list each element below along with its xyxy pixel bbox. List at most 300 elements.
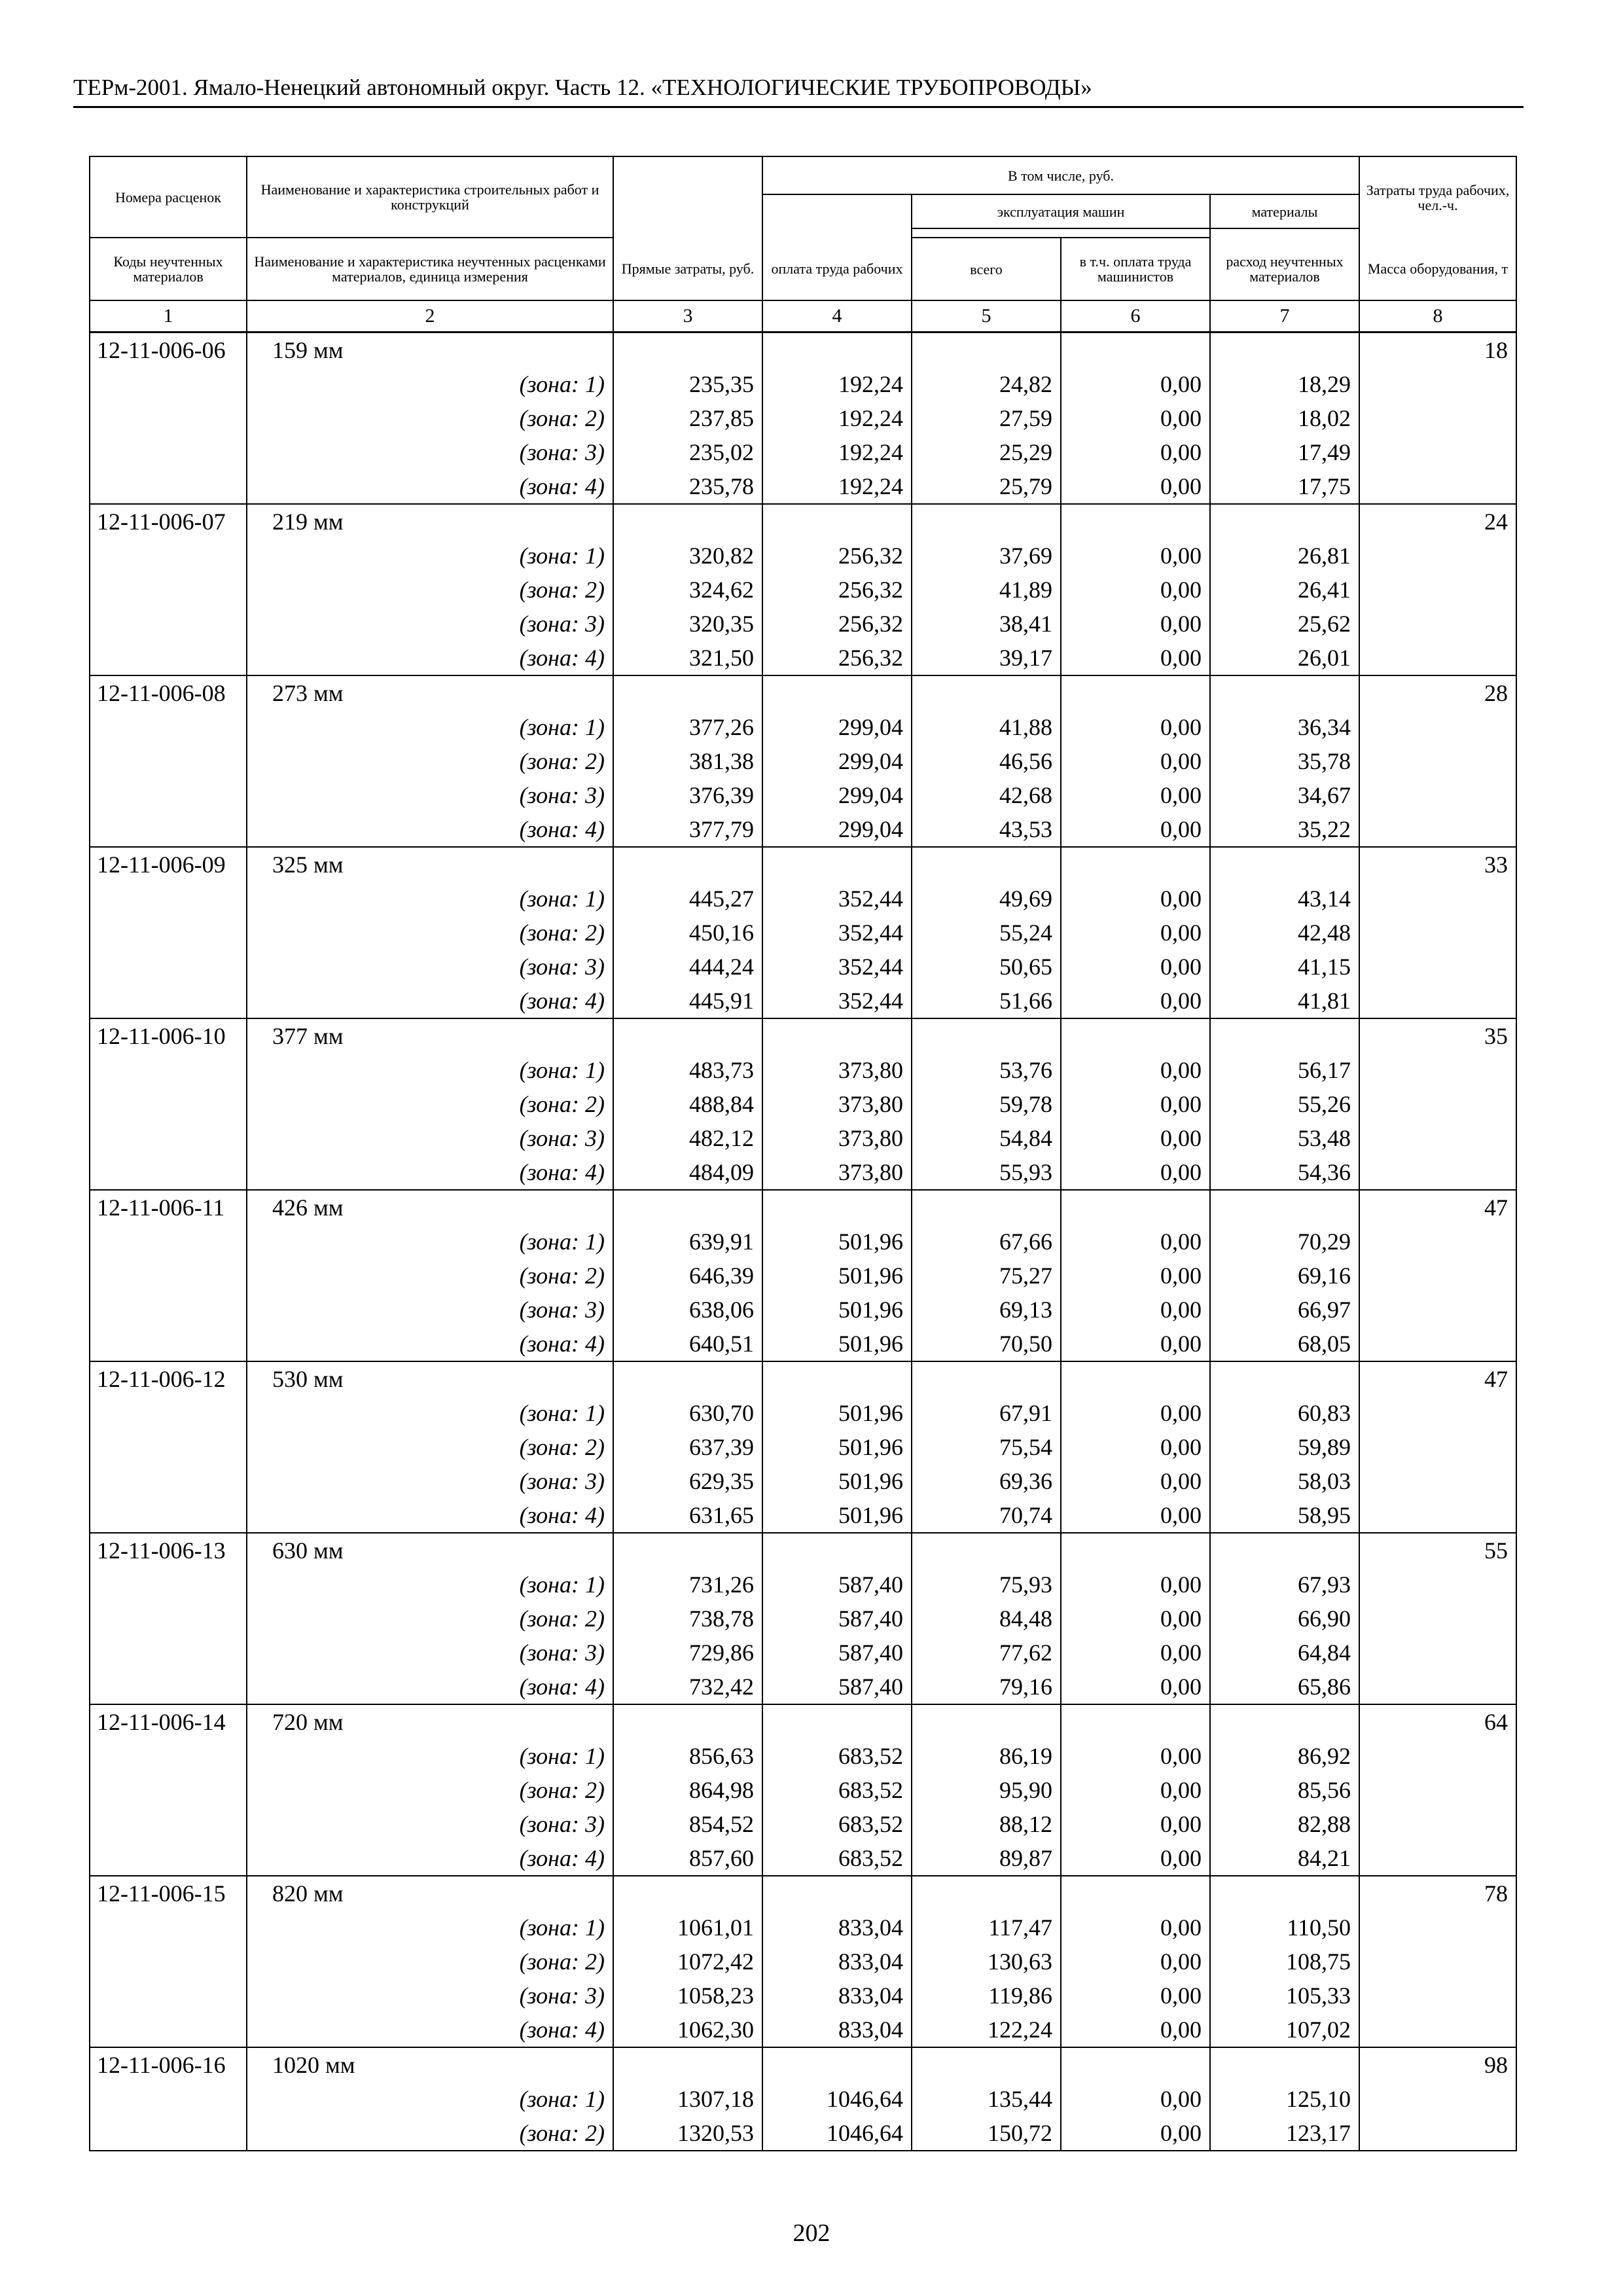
empty-cell <box>90 435 247 469</box>
materials-value: 18,29 <box>1210 367 1359 401</box>
empty-cell <box>1359 2082 1516 2116</box>
materials-value: 125,10 <box>1210 2082 1359 2116</box>
empty-cell <box>1359 1259 1516 1293</box>
materials-value: 108,75 <box>1210 1945 1359 1979</box>
direct-costs-value: 639,91 <box>613 1225 762 1259</box>
operator-wages-value: 0,00 <box>1061 1945 1210 1979</box>
machines-total-value: 70,74 <box>912 1498 1061 1533</box>
materials-value: 17,75 <box>1210 469 1359 504</box>
worker-wages-value: 833,04 <box>762 1910 912 1945</box>
operator-wages-value: 0,00 <box>1061 1568 1210 1602</box>
empty-cell <box>90 710 247 744</box>
worker-wages-value: 501,96 <box>762 1464 912 1498</box>
materials-value: 107,02 <box>1210 2013 1359 2047</box>
materials-value: 85,56 <box>1210 1773 1359 1807</box>
zone-row <box>90 367 1516 401</box>
direct-costs-value: 731,26 <box>613 1568 762 1602</box>
materials-value: 123,17 <box>1210 2116 1359 2151</box>
empty-cell <box>90 1155 247 1190</box>
empty-cell <box>1359 1430 1516 1464</box>
empty-cell <box>613 1361 762 1396</box>
empty-cell <box>613 2047 762 2082</box>
rate-group-header-row <box>90 675 1516 710</box>
empty-cell <box>90 367 247 401</box>
rate-group <box>90 504 1516 675</box>
zone-row <box>90 1225 1516 1259</box>
zone-row <box>90 1568 1516 1602</box>
empty-cell <box>1359 778 1516 812</box>
machines-total-value: 75,27 <box>912 1259 1061 1293</box>
empty-cell <box>90 812 247 847</box>
empty-cell <box>1061 2047 1210 2082</box>
zone-label: (зона: 4) <box>247 1670 613 1704</box>
direct-costs-value: 483,73 <box>613 1053 762 1087</box>
empty-cell <box>90 1910 247 1945</box>
operator-wages-value: 0,00 <box>1061 573 1210 607</box>
rate-code: 12-11-006-12 <box>90 1361 247 1396</box>
worker-wages-value: 373,80 <box>762 1155 912 1190</box>
operator-wages-value: 0,00 <box>1061 1602 1210 1636</box>
zone-label: (зона: 3) <box>247 778 613 812</box>
rate-group-header-row <box>90 1361 1516 1396</box>
rate-group <box>90 675 1516 847</box>
labor-hours: 24 <box>1359 504 1516 539</box>
worker-wages-value: 256,32 <box>762 641 912 675</box>
header-machines-total: всего <box>912 238 1061 300</box>
empty-cell <box>1210 847 1359 882</box>
direct-costs-value: 235,78 <box>613 469 762 504</box>
zone-label: (зона: 2) <box>247 744 613 778</box>
direct-costs-value: 854,52 <box>613 1807 762 1841</box>
machines-total-value: 50,65 <box>912 950 1061 984</box>
direct-costs-value: 637,39 <box>613 1430 762 1464</box>
materials-value: 42,48 <box>1210 916 1359 950</box>
zone-label: (зона: 1) <box>247 1225 613 1259</box>
materials-value: 82,88 <box>1210 1807 1359 1841</box>
rate-group-header-row <box>90 1876 1516 1910</box>
materials-value: 69,16 <box>1210 1259 1359 1293</box>
labor-hours: 55 <box>1359 1533 1516 1568</box>
empty-cell <box>1210 332 1359 368</box>
operator-wages-value: 0,00 <box>1061 916 1210 950</box>
direct-costs-value: 1307,18 <box>613 2082 762 2116</box>
pipe-diameter: 720 мм <box>247 1704 613 1739</box>
empty-cell <box>613 1018 762 1053</box>
zone-row <box>90 1498 1516 1533</box>
zone-label: (зона: 4) <box>247 1841 613 1876</box>
empty-cell <box>1359 1910 1516 1945</box>
zone-label: (зона: 3) <box>247 1293 613 1327</box>
zone-row <box>90 1327 1516 1361</box>
empty-cell <box>1359 641 1516 675</box>
zone-label: (зона: 3) <box>247 1807 613 1841</box>
empty-cell <box>762 504 912 539</box>
zone-row <box>90 1430 1516 1464</box>
empty-cell <box>1359 1979 1516 2013</box>
empty-cell <box>762 1018 912 1053</box>
zone-row <box>90 950 1516 984</box>
direct-costs-value: 320,82 <box>613 539 762 573</box>
zone-row <box>90 1293 1516 1327</box>
materials-value: 43,14 <box>1210 882 1359 916</box>
zone-row <box>90 539 1516 573</box>
header-worker-wages: оплата труда рабочих <box>762 238 912 300</box>
empty-cell <box>762 847 912 882</box>
zone-row <box>90 2013 1516 2047</box>
zone-label: (зона: 4) <box>247 1327 613 1361</box>
empty-cell <box>90 401 247 435</box>
zone-label: (зона: 3) <box>247 1121 613 1155</box>
zone-row <box>90 1053 1516 1087</box>
worker-wages-value: 683,52 <box>762 1739 912 1773</box>
rate-group-header-row <box>90 504 1516 539</box>
machines-total-value: 54,84 <box>912 1121 1061 1155</box>
empty-cell <box>1359 1636 1516 1670</box>
materials-value: 84,21 <box>1210 1841 1359 1876</box>
materials-value: 35,78 <box>1210 744 1359 778</box>
empty-cell <box>1359 882 1516 916</box>
machines-total-value: 38,41 <box>912 607 1061 641</box>
rate-group-header-row <box>90 1018 1516 1053</box>
zone-label: (зона: 1) <box>247 882 613 916</box>
empty-cell <box>90 573 247 607</box>
operator-wages-value: 0,00 <box>1061 1121 1210 1155</box>
operator-wages-value: 0,00 <box>1061 401 1210 435</box>
worker-wages-value: 587,40 <box>762 1636 912 1670</box>
machines-total-value: 55,93 <box>912 1155 1061 1190</box>
empty-cell <box>90 1807 247 1841</box>
zone-row <box>90 1259 1516 1293</box>
operator-wages-value: 0,00 <box>1061 2013 1210 2047</box>
empty-cell <box>613 1190 762 1225</box>
zone-label: (зона: 2) <box>247 2116 613 2151</box>
column-number: 7 <box>1210 300 1359 332</box>
empty-cell <box>912 1533 1061 1568</box>
worker-wages-value: 299,04 <box>762 744 912 778</box>
operator-wages-value: 0,00 <box>1061 641 1210 675</box>
empty-cell <box>90 1773 247 1807</box>
rate-code: 12-11-006-11 <box>90 1190 247 1225</box>
operator-wages-value: 0,00 <box>1061 1910 1210 1945</box>
direct-costs-value: 1062,30 <box>613 2013 762 2047</box>
machines-total-value: 122,24 <box>912 2013 1061 2047</box>
worker-wages-value: 501,96 <box>762 1498 912 1533</box>
materials-value: 18,02 <box>1210 401 1359 435</box>
worker-wages-value: 192,24 <box>762 435 912 469</box>
direct-costs-value: 857,60 <box>613 1841 762 1876</box>
empty-cell <box>90 2082 247 2116</box>
zone-row <box>90 607 1516 641</box>
machines-total-value: 39,17 <box>912 641 1061 675</box>
materials-value: 17,49 <box>1210 435 1359 469</box>
rate-group-header-row <box>90 1533 1516 1568</box>
machines-total-value: 59,78 <box>912 1087 1061 1121</box>
empty-cell <box>90 984 247 1018</box>
rate-group-header-row <box>90 2047 1516 2082</box>
zone-label: (зона: 1) <box>247 1396 613 1430</box>
zone-row <box>90 984 1516 1018</box>
zone-label: (зона: 4) <box>247 1155 613 1190</box>
zone-label: (зона: 1) <box>247 710 613 744</box>
operator-wages-value: 0,00 <box>1061 1841 1210 1876</box>
zone-row <box>90 1807 1516 1841</box>
direct-costs-value: 235,02 <box>613 435 762 469</box>
rate-group <box>90 1018 1516 1190</box>
zone-label: (зона: 4) <box>247 812 613 847</box>
empty-cell <box>1359 607 1516 641</box>
empty-cell <box>90 1841 247 1876</box>
operator-wages-value: 0,00 <box>1061 607 1210 641</box>
zone-row <box>90 1739 1516 1773</box>
machines-total-value: 27,59 <box>912 401 1061 435</box>
worker-wages-value: 501,96 <box>762 1430 912 1464</box>
empty-cell <box>90 882 247 916</box>
machines-total-value: 42,68 <box>912 778 1061 812</box>
empty-cell <box>1061 1361 1210 1396</box>
empty-cell <box>90 641 247 675</box>
zone-row <box>90 1773 1516 1807</box>
operator-wages-value: 0,00 <box>1061 1225 1210 1259</box>
empty-cell <box>912 1018 1061 1053</box>
empty-cell <box>90 1225 247 1259</box>
zone-row <box>90 1841 1516 1876</box>
materials-value: 36,34 <box>1210 710 1359 744</box>
empty-cell <box>90 2013 247 2047</box>
zone-label: (зона: 3) <box>247 435 613 469</box>
operator-wages-value: 0,00 <box>1061 1636 1210 1670</box>
zone-label: (зона: 1) <box>247 2082 613 2116</box>
machines-total-value: 75,93 <box>912 1568 1061 1602</box>
materials-value: 105,33 <box>1210 1979 1359 2013</box>
pipe-diameter: 1020 мм <box>247 2047 613 2082</box>
materials-value: 58,95 <box>1210 1498 1359 1533</box>
zone-label: (зона: 4) <box>247 641 613 675</box>
empty-cell <box>1359 916 1516 950</box>
machines-total-value: 69,13 <box>912 1293 1061 1327</box>
zone-label: (зона: 2) <box>247 916 613 950</box>
materials-value: 34,67 <box>1210 778 1359 812</box>
column-number: 2 <box>247 300 613 332</box>
machines-total-value: 89,87 <box>912 1841 1061 1876</box>
empty-cell <box>1359 984 1516 1018</box>
empty-cell <box>762 675 912 710</box>
zone-row <box>90 1979 1516 2013</box>
machines-total-value: 130,63 <box>912 1945 1061 1979</box>
zone-label: (зона: 2) <box>247 573 613 607</box>
operator-wages-value: 0,00 <box>1061 1327 1210 1361</box>
direct-costs-value: 1061,01 <box>613 1910 762 1945</box>
worker-wages-value: 833,04 <box>762 2013 912 2047</box>
machines-total-value: 43,53 <box>912 812 1061 847</box>
operator-wages-value: 0,00 <box>1061 1396 1210 1430</box>
empty-cell <box>912 504 1061 539</box>
zone-row <box>90 1636 1516 1670</box>
pipe-diameter: 630 мм <box>247 1533 613 1568</box>
machines-total-value: 46,56 <box>912 744 1061 778</box>
column-number: 5 <box>912 300 1061 332</box>
zone-row <box>90 469 1516 504</box>
zone-label: (зона: 3) <box>247 950 613 984</box>
empty-cell <box>90 778 247 812</box>
direct-costs-value: 450,16 <box>613 916 762 950</box>
worker-wages-value: 683,52 <box>762 1807 912 1841</box>
labor-hours: 28 <box>1359 675 1516 710</box>
empty-cell <box>1359 1498 1516 1533</box>
header-materials-consumption: расход неучтенных материалов <box>1210 238 1359 300</box>
direct-costs-value: 444,24 <box>613 950 762 984</box>
machines-total-value: 75,54 <box>912 1430 1061 1464</box>
empty-cell <box>90 1568 247 1602</box>
rate-code: 12-11-006-13 <box>90 1533 247 1568</box>
materials-value: 25,62 <box>1210 607 1359 641</box>
labor-hours: 78 <box>1359 1876 1516 1910</box>
pipe-diameter: 159 мм <box>247 332 613 368</box>
zone-label: (зона: 4) <box>247 469 613 504</box>
pipe-diameter: 426 мм <box>247 1190 613 1225</box>
empty-cell <box>1359 950 1516 984</box>
empty-cell <box>1359 1327 1516 1361</box>
empty-cell <box>762 1361 912 1396</box>
worker-wages-value: 192,24 <box>762 367 912 401</box>
worker-wages-value: 501,96 <box>762 1259 912 1293</box>
materials-value: 54,36 <box>1210 1155 1359 1190</box>
machines-total-value: 84,48 <box>912 1602 1061 1636</box>
zone-row <box>90 916 1516 950</box>
empty-cell <box>613 504 762 539</box>
worker-wages-value: 299,04 <box>762 710 912 744</box>
operator-wages-value: 0,00 <box>1061 1464 1210 1498</box>
operator-wages-value: 0,00 <box>1061 1259 1210 1293</box>
labor-hours: 98 <box>1359 2047 1516 2082</box>
empty-cell <box>1359 1773 1516 1807</box>
worker-wages-value: 683,52 <box>762 1841 912 1876</box>
direct-costs-value: 377,26 <box>613 710 762 744</box>
worker-wages-value: 256,32 <box>762 539 912 573</box>
empty-cell <box>613 1704 762 1739</box>
rate-code: 12-11-006-08 <box>90 675 247 710</box>
empty-cell <box>1359 401 1516 435</box>
empty-cell <box>1210 504 1359 539</box>
column-numbers-row <box>90 300 1516 332</box>
materials-value: 68,05 <box>1210 1327 1359 1361</box>
empty-cell <box>1359 1568 1516 1602</box>
operator-wages-value: 0,00 <box>1061 1053 1210 1087</box>
labor-hours: 35 <box>1359 1018 1516 1053</box>
machines-total-value: 25,79 <box>912 469 1061 504</box>
machines-total-value: 67,91 <box>912 1396 1061 1430</box>
direct-costs-value: 630,70 <box>613 1396 762 1430</box>
operator-wages-value: 0,00 <box>1061 367 1210 401</box>
zone-row <box>90 435 1516 469</box>
zone-label: (зона: 1) <box>247 539 613 573</box>
machines-total-value: 24,82 <box>912 367 1061 401</box>
worker-wages-value: 501,96 <box>762 1225 912 1259</box>
materials-value: 26,41 <box>1210 573 1359 607</box>
machines-total-value: 119,86 <box>912 1979 1061 2013</box>
operator-wages-value: 0,00 <box>1061 435 1210 469</box>
rate-code: 12-11-006-14 <box>90 1704 247 1739</box>
zone-row <box>90 1087 1516 1121</box>
labor-hours: 18 <box>1359 332 1516 368</box>
zone-row <box>90 401 1516 435</box>
zone-label: (зона: 2) <box>247 1430 613 1464</box>
worker-wages-value: 352,44 <box>762 950 912 984</box>
empty-cell <box>762 1876 912 1910</box>
empty-cell <box>90 1327 247 1361</box>
empty-cell <box>1359 435 1516 469</box>
materials-value: 64,84 <box>1210 1636 1359 1670</box>
labor-hours: 64 <box>1359 1704 1516 1739</box>
materials-value: 26,81 <box>1210 539 1359 573</box>
materials-value: 26,01 <box>1210 641 1359 675</box>
header-machines: эксплуатация машин <box>912 194 1210 228</box>
column-number: 4 <box>762 300 912 332</box>
empty-cell <box>1210 1190 1359 1225</box>
pipe-diameter: 273 мм <box>247 675 613 710</box>
rate-group <box>90 1361 1516 1533</box>
empty-cell <box>90 539 247 573</box>
empty-cell <box>90 469 247 504</box>
worker-wages-value: 587,40 <box>762 1670 912 1704</box>
zone-row <box>90 573 1516 607</box>
empty-cell <box>1061 1018 1210 1053</box>
header-material-codes: Коды неучтенных материалов <box>90 238 247 300</box>
operator-wages-value: 0,00 <box>1061 1773 1210 1807</box>
operator-wages-value: 0,00 <box>1061 2116 1210 2151</box>
empty-cell <box>1359 1945 1516 1979</box>
empty-cell <box>762 1704 912 1739</box>
empty-cell <box>1210 675 1359 710</box>
direct-costs-value: 324,62 <box>613 573 762 607</box>
header-direct-costs: Прямые затраты, руб. <box>613 238 762 300</box>
operator-wages-value: 0,00 <box>1061 1498 1210 1533</box>
machines-total-value: 49,69 <box>912 882 1061 916</box>
machines-total-value: 41,88 <box>912 710 1061 744</box>
rate-group <box>90 1533 1516 1704</box>
empty-cell <box>762 2047 912 2082</box>
empty-cell <box>912 2047 1061 2082</box>
empty-cell <box>90 1087 247 1121</box>
worker-wages-value: 833,04 <box>762 1945 912 1979</box>
zone-row <box>90 1464 1516 1498</box>
header-rate-number: Номера расценок <box>90 156 247 238</box>
machines-total-value: 88,12 <box>912 1807 1061 1841</box>
operator-wages-value: 0,00 <box>1061 469 1210 504</box>
machines-total-value: 70,50 <box>912 1327 1061 1361</box>
direct-costs-value: 484,09 <box>613 1155 762 1190</box>
machines-total-value: 37,69 <box>912 539 1061 573</box>
zone-row <box>90 1155 1516 1190</box>
empty-cell <box>912 1876 1061 1910</box>
labor-hours: 47 <box>1359 1361 1516 1396</box>
column-number: 1 <box>90 300 247 332</box>
empty-cell <box>1359 1155 1516 1190</box>
header-work-name: Наименование и характеристика строительных работ и конструкций <box>247 156 613 238</box>
zone-row <box>90 882 1516 916</box>
direct-costs-value: 377,79 <box>613 812 762 847</box>
rate-code: 12-11-006-06 <box>90 332 247 368</box>
worker-wages-value: 352,44 <box>762 984 912 1018</box>
operator-wages-value: 0,00 <box>1061 950 1210 984</box>
direct-costs-value: 445,27 <box>613 882 762 916</box>
rate-group <box>90 1876 1516 2047</box>
empty-cell <box>1359 1396 1516 1430</box>
direct-costs-value: 237,85 <box>613 401 762 435</box>
machines-total-value: 79,16 <box>912 1670 1061 1704</box>
operator-wages-value: 0,00 <box>1061 812 1210 847</box>
materials-value: 60,83 <box>1210 1396 1359 1430</box>
materials-value: 65,86 <box>1210 1670 1359 1704</box>
